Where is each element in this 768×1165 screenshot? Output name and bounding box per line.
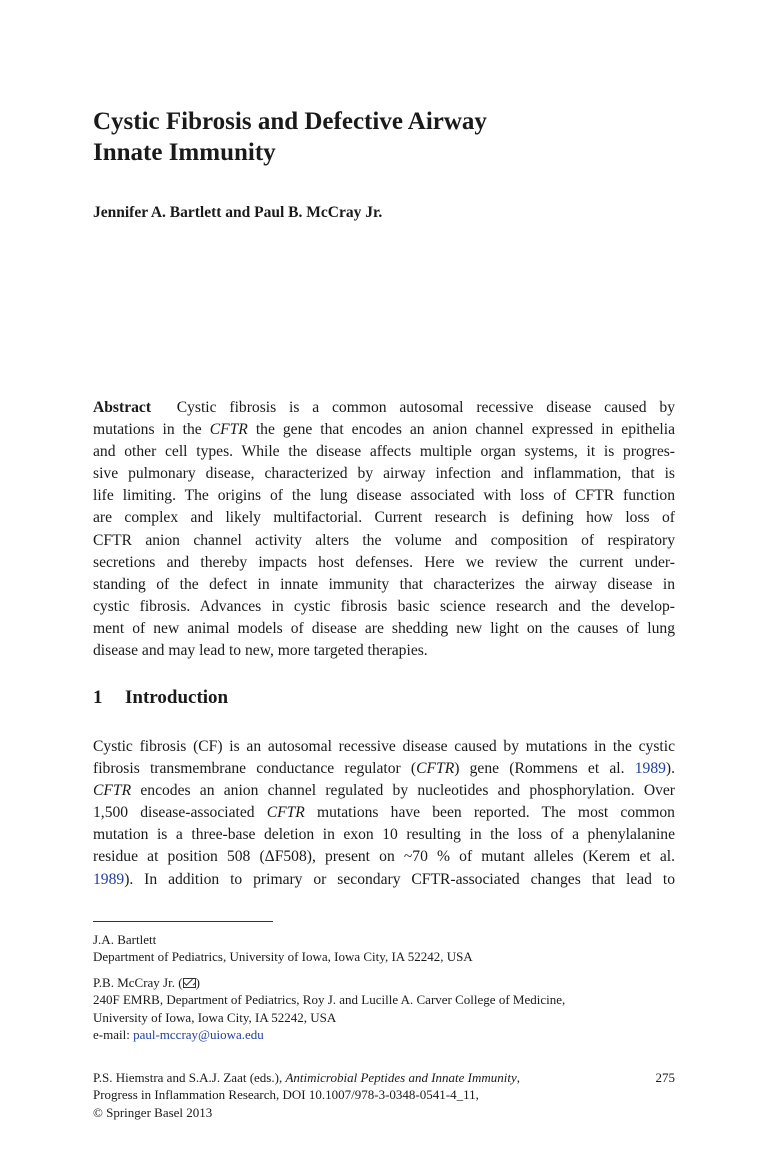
abstract-line: Abstract Cystic fibrosis is a common autosomal recessive disease caused by: [93, 399, 676, 416]
abstract-line: cystic fibrosis. Advances in cystic fibrosis basic science research and the develop-: [93, 597, 675, 615]
abstract-line: life limiting. The origins of the lung disease associated with loss of CFTR function: [93, 487, 675, 505]
abstract-line: standing of the defect in innate immunity that characterizes the airway disease in: [93, 575, 675, 593]
chapter-title: [93, 106, 693, 168]
author-2-email: e-mail: paul-mccray@uiowa.edu: [93, 1027, 264, 1043]
abstract-line: secretions and thereby impacts host defenses. Here we review the current under-: [93, 553, 675, 571]
author-1-affiliation: Department of Pediatrics, University of Iowa, Iowa City, IA 52242, USA: [93, 949, 473, 965]
author-2-affiliation-2: University of Iowa, Iowa City, IA 52242, USA: [93, 1009, 337, 1025]
abstract-line: and other cell types. While the disease affects multiple organ systems, it is progres-: [93, 443, 675, 461]
abstract: [93, 397, 675, 662]
body-line: residue at position 508 (ΔF508), present on ~70 % of mutant alleles (Kerem et al.: [93, 848, 675, 866]
section-heading-introduction: [93, 687, 228, 709]
author-list: Jennifer A. Bartlett and Paul B. McCray Jr.: [93, 204, 383, 221]
footer-citation-line-1: P.S. Hiemstra and S.A.J. Zaat (eds.), Antimicrobial Peptides and Innate Immunity,: [93, 1070, 521, 1085]
abstract-line: mutations in the CFTR the gene that encodes an anion channel expressed in epithelia: [93, 421, 675, 439]
body-line: fibrosis transmembrane conductance regulator (CFTR) gene (Rommens et al. 1989).: [93, 760, 675, 778]
citation-link[interactable]: 1989: [93, 870, 125, 888]
chapter-title-line-2: Innate Immunity: [93, 139, 276, 166]
abstract-label: Abstract: [93, 399, 152, 416]
envelope-icon: [183, 978, 196, 988]
page-number: 275: [655, 1070, 675, 1085]
book-title: Antimicrobial Peptides and Innate Immunity: [285, 1070, 517, 1085]
footnote-author-1: [93, 931, 693, 966]
abstract-line: are complex and likely multifactorial. Current research is defining how loss of: [93, 509, 675, 527]
email-link[interactable]: paul-mccray@uiowa.edu: [133, 1027, 264, 1043]
abstract-line: sive pulmonary disease, characterized by airway infection and inflammation, that is: [93, 465, 675, 483]
footer-citation-line-2: Progress in Inflammation Research, DOI 10.1007/978-3-0348-0541-4_11,: [93, 1087, 479, 1103]
body-line: mutation is a three-base deletion in exon 10 resulting in the loss of a phenylalanine: [93, 826, 675, 844]
abstract-line: CFTR anion channel activity alters the volume and composition of respiratory: [93, 531, 675, 549]
section-title: Introduction: [125, 687, 229, 708]
body-line: 1989). In addition to primary or secondary CFTR-associated changes that lead to: [93, 870, 675, 888]
abstract-line: disease and may lead to new, more targeted therapies.: [93, 642, 428, 660]
footnote-divider: [93, 921, 273, 922]
chapter-title-line-1: Cystic Fibrosis and Defective Airway: [93, 108, 487, 135]
citation-link[interactable]: 1989: [634, 760, 666, 778]
page-footer: [93, 1069, 675, 1121]
author-1-name: J.A. Bartlett: [93, 932, 157, 947]
footer-copyright: © Springer Basel 2013: [93, 1104, 213, 1120]
footnote-author-2: [93, 974, 693, 1044]
author-2-name: P.B. McCray Jr. ( ): [93, 975, 200, 990]
introduction-body: [93, 736, 675, 891]
section-number: 1: [93, 687, 103, 708]
author-2-affiliation-1: 240F EMRB, Department of Pediatrics, Roy J. and Lucille A. Carver College of Medicine,: [93, 992, 566, 1008]
abstract-line: ment of new animal models of disease are shedding new light on the causes of lung: [93, 619, 675, 637]
body-line: 1,500 disease-associated CFTR mutations have been reported. The most common: [93, 804, 675, 822]
body-line: Cystic fibrosis (CF) is an autosomal recessive disease caused by mutations in the cystic: [93, 738, 675, 755]
body-line: CFTR encodes an anion channel regulated by nucleotides and phosphorylation. Over: [93, 782, 676, 800]
